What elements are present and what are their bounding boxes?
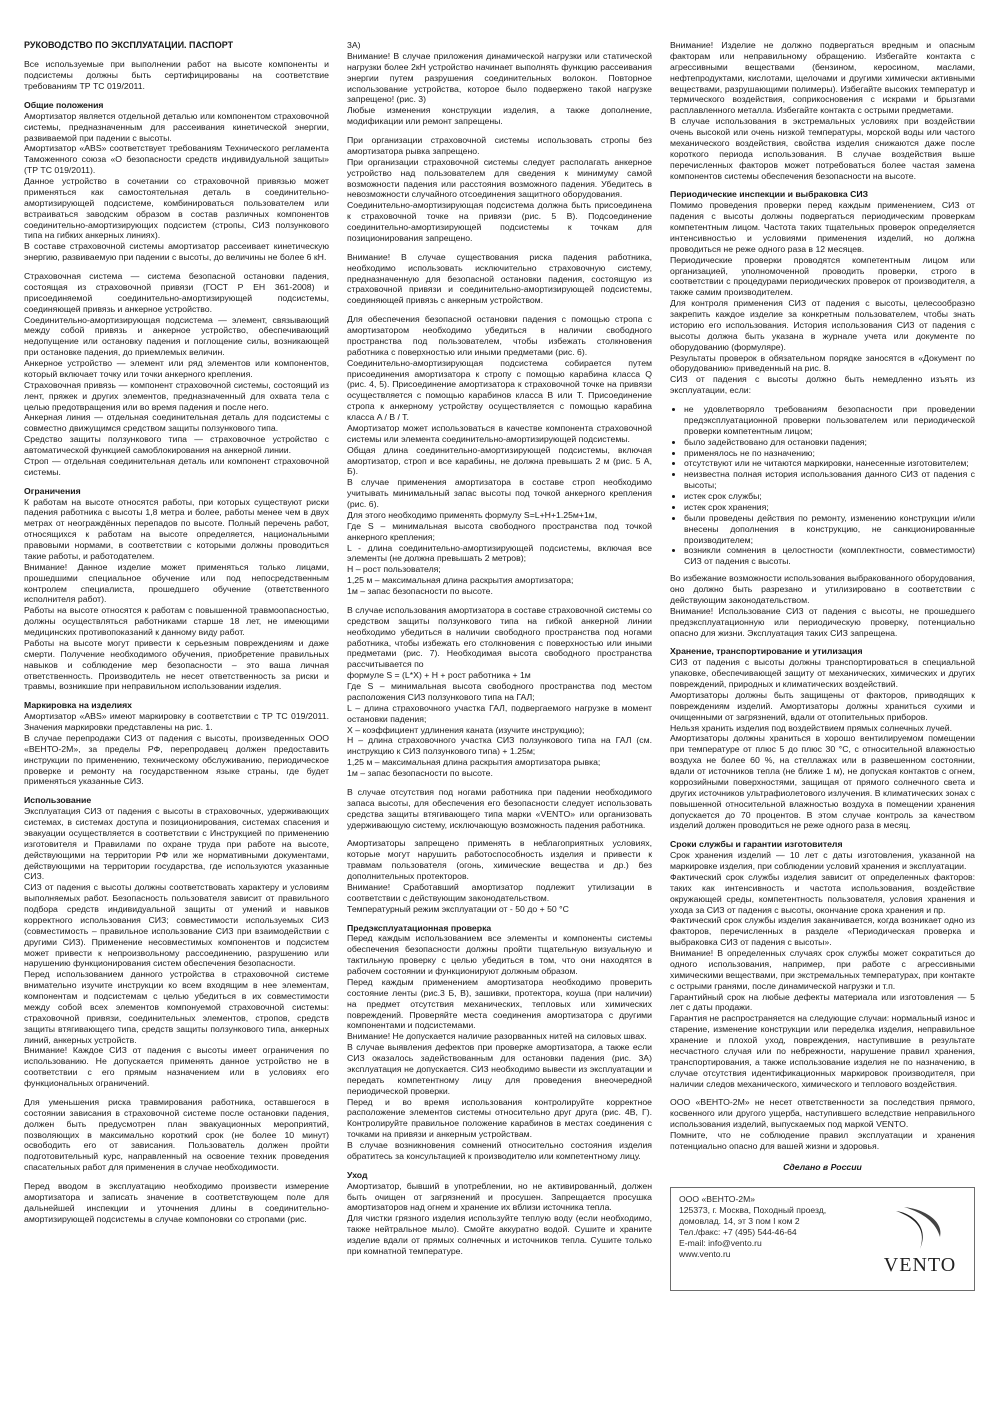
general-heading: Общие положения bbox=[24, 99, 104, 110]
address-line-1: 125373, г. Москва, Походный проезд, bbox=[679, 1204, 827, 1215]
measure-text: Перед вводом в эксплуатацию необходимо произвести измерение амортизатора и записать значение в соответствующем поле для дальнейшей инспекции и уточнения длины в соединительно-амортизирующей подсистемы в случае компоновки со стропами (рис. bbox=[24, 1181, 329, 1224]
gal-text: В случае использования амортизатора в составе страховочной системы со средством защиты ползункового типа на гибкой анкерной линии необходимо убедиться в наличии свободного пространства под ногами работника, чтобы избежать его столкновения с поверхностью или иными предметами (рис. 7). Необходимая высота свободного пространства рассчитывается по формуле S = (L*X) + H + рост работника + 1м Где S – минимальная высота свободного пространства под местом расположения СИЗ ползункового типа на ГАЛ; L – длина страховочного участка ГАЛ, подвергаемого нагрузке в момент остановки падения; X – коэффициент удлинения каната (изучите инструкцию); H – длина страховочного участка СИЗ ползункового типа на ГАЛ (см. инструкцию к СИЗ ползункового типа) + 1.25м; 1,25 м – максимальная длина раскрытия амортизатора рывка; 1м – запас безопасности по высоте. bbox=[347, 604, 652, 778]
list-item: • отсутствуют или не читаются маркировки, нанесенные изготовителем; bbox=[684, 458, 975, 469]
marking-text: Амортизатор «ABS» имеют маркировку в соответствии с ТР ТС 019/2011. Значения маркировки представлены на рис. 1. В случае перепродажи СИЗ от падения с высоты, произведенных ООО «ВЕНТО-2М», за пределы РФ, перепродавец должен предоставить инструкции по применению, техническому обслуживанию, периодическое проверке и ремонту на государственном языке страны, где будет применяться указанные СИЗ. bbox=[24, 711, 329, 787]
storage-heading: Хранение, транспортирование и утилизация bbox=[670, 646, 863, 657]
swoosh-icon bbox=[890, 1203, 950, 1253]
restrictions-text: К работам на высоте относятся работы, при которых существуют риски падения работника с высоты 1,8 метра и более, работы менее чем в двух метрах от неограждённых перепадов по высоте. Полный перечень работ, относящихся к работам на высоте определяется, национальными правовыми нормами, в соответствии с которыми должны проводиться такие работы, и работодателем. Внимание! Данное изделие может применяться только лицами, прошедшими специальное обучение или под непосредственным контролем специалиста, прошедшего обучение (ответственного исполнителя работ). Работы на высоте относятся к работам с повышенной травмоопасностью, должны осуществляться работниками старше 18 лет, не имеющими медицинских противопоказаний к данному виду работ. Работы на высоте могут привести к серьезным повреждениям и даже смерти. Получение необходимого обучения, приобретение правильных навыков и соблюдение мер безопасности – это ваша личная ответственность. Производитель не несет ответственность за риски и травмы, возникшие при неправильном использовании изделия. bbox=[24, 496, 329, 692]
marking-heading: Маркировка на изделиях bbox=[24, 700, 132, 711]
inspection-heading: Периодические инспекции и выбраковка СИЗ bbox=[670, 189, 869, 200]
slings-text: При организации страховочной системы использовать стропы без амортизатора рывка запрещено. При организации страховочной системы следует располагать анкерное устройство над пользователем для сведения к минимуму самой возможности падения или расстояния возможного падения. Убедитесь в невозможности случайного отсоединения защитного оборудования. Соединительно-амортизирующая подсистема должна быть присоединена к страховочной точке на привязи (рис. 5 В). Подсоединение соединительно-амортизирующей подсистемы к точкам для позиционирования запрещено. bbox=[347, 135, 652, 243]
care-text: Амортизатор, бывший в употреблении, но не активированный, должен быть очищен от загрязнений и просушен. Запрещается просушка амортизаторов над огнем и хранение их вблизи источника тепла. Для чистки грязного изделия используйте теплую воду (если необходимо, также нейтральное мыло). Смойте аккуратно водой. Сушите и храните изделие вдали от прямых солнечных и источников тепла. Сушите только при комнатной температуре. bbox=[347, 1180, 652, 1256]
inspection-text: Помимо проведения проверки перед каждым применением, СИЗ от падения с высоты должны подвергаться периодическим проверкам компетентным лицом. Частота таких тщательных проверок определяется интенсивностью и условиями применения изделий, но должна проводиться не реже одного раза в 12 месяцев. Периодические проверки проводятся компетентным лицом или организацией, уполномоченной проводить проверки, строго в соответствии с процедурами периодических проверок от производителя, а также самим производителем. Для контроля применения СИЗ от падения с высоты, целесообразно закрепить каждое изделие за конкретным пользователем, чтобы знать историю его использования. История использования СИЗ от падения с высоты должна быть указана в журнале учета или документе по оборудованию (формуляре). Результаты проверок в обязательном порядке заносятся в «Документ по оборудованию» приведенный на рис. 8. СИЗ от падения с высоты должно быть немедленно изъять из эксплуатации, если: bbox=[670, 200, 975, 396]
conditions-text: Амортизаторы запрещено применять в неблагоприятных условиях, которые могут нарушить работоспособность изделия и привести к травмам пользователя (огонь, химические вещества и др.) без дополнительных протекторов. Внимание! Сработавший амортизатор подлежит утилизации в соответствии с действующим законодательством. Температурный режим эксплуатации от - 50 до + 50 °С bbox=[347, 838, 652, 914]
precheck-heading: Предэксплуатационная проверка bbox=[347, 922, 492, 933]
column-2 bbox=[347, 40, 652, 1400]
storage-text: СИЗ от падения с высоты должны транспортироваться в специальной упаковке, обеспечивающей защиту от механических, химических и других повреждений, природных и климатических воздействий. Амортизаторы должны быть защищены от факторов, приводящих к повреждениям изделий. Амортизаторы должны храниться сухими и очищенными от загрязнений, вдали от отопительных приборов. Нельзя хранить изделия под воздействием прямых солнечных лучей. Амортизаторы должны храниться в хорошо вентилируемом помещении при температуре от плюс 5 до плюс 30 °С, с относительной влажностью воздуха не более 60 %, на стеллажах или в развешенном состоянии, вдали от источников тепла (не ближе 1 м), не допуская контактов с огнем, коррозийными поверхностями, защищая от прямого солнечного света и других источников ультрафиолетового излучения. В климатических зонах с повышенной относительной влажностью воздуха в помещении хранения допускается до 70 процентов. В этом случае контроль за качеством изделий должен проводиться не реже одного раза в месяц. bbox=[670, 657, 975, 831]
phone-line: Тел./факс: +7 (495) 544-46-64 bbox=[679, 1227, 797, 1238]
logo-text: VENTO bbox=[883, 1253, 957, 1276]
document-title: РУКОВОДСТВО ПО ЭКСПЛУАТАЦИИ. ПАСПОРТ bbox=[24, 40, 234, 50]
contact-box bbox=[670, 1187, 975, 1291]
restrictions-heading: Ограничения bbox=[24, 485, 81, 496]
contact-lines bbox=[679, 1194, 826, 1261]
list-item: • неизвестна полная история использования данного СИЗ от падения с высоты; bbox=[684, 469, 975, 491]
precheck-text: Перед каждым использованием все элементы и компоненты системы обеспечения безопасности должны пройти тщательную визуальную и тактильную проверку с целью убедиться в том, что они находятся в рабочем состоянии и функционируют должным образом. Перед каждым применением амортизатора необходимо проверить состояние ленты (рис.3 Б, В), зашивки, протектора, коуша (при наличии) на предмет отсутствия механических, тепловых или химических повреждений. Проверяйте места соединения амортизатора с другими компонентами и подсистемами. Внимание! Не допускается наличие разорванных нитей на силовых швах. В случае выявления дефектов при проверке амортизатора, а также если СИЗ оказалось задействованным для остановки падения (рис. 3А) эксплуатация не допускается. СИЗ необходимо вывести из эксплуатации и передать компетентному лицу для проведения внеочередной периодической проверки. Перед и во время использования контролируйте корректное расположение элементов системы относительно друг друга (рис. 4В, Г). Контролируйте правильное положение карабинов в местах соединения с точками на привязи и анкерным устройствам. В случае возникновения сомнений относительно состояния изделия обратитесь за консультацией к производителю или компетентному лицу. bbox=[347, 933, 652, 1161]
document-page bbox=[24, 40, 976, 1400]
service-life-heading: Сроки службы и гарантии изготовителя bbox=[670, 839, 843, 850]
rescue-text: Для уменьшения риска травмирования работника, оставшегося в состоянии зависания в страховочной системе после остановки падения, должен быть предусмотрен план эвакуационных мероприятий, позволяющих в максимально короткий срок (не более 10 минут) освободить его от зависания. Пользователь должен пройти подготовительный курс, направленный на освоение техник проведения спасательных работ для применения в случае необходимости. bbox=[24, 1096, 329, 1173]
list-item: • возникли сомнения в целостности (комплектности, совместимости) СИЗ от падения с высоты. bbox=[684, 545, 975, 567]
assembly-text: Для обеспечения безопасной остановки падения с помощью стропа с амортизатором необходимо убедиться в наличии свободного пространства под пользователем, чтобы избежать столкновения работника с поверхностью или иными предметами (рис. 6). Соединительно-амортизирующая подсистема собирается путем присоединения амортизатора к стропу с помощью карабина класса Q (рис. 4, 5). Присоединение амортизатора к страховочной точке на привязи осуществляется с помощью карабинов класса B или T. Присоединение стропа к анкерному устройству осуществляется с помощью карабина класса A / B / T. Амортизатор может использоваться в качестве компонента страховочной системы или элемента соединительно-амортизирующей подсистемы. Общая длина соединительно-амортизирующей подсистемы, включая амортизатор, строп и все карабины, не должна превышать 2 м (рис. 5 А, Б). В случае применения амортизатора в составе строп необходимо учитывать минимальный запас высоты под точкой анкерного крепления (рис. 6). Для этого необходимо применять формулу S=L+H+1.25м+1м, Где S – минимальная высота свободного пространства под точкой анкерного крепления; L - длина соединительно-амортизирующей подсистемы, включая все элементы (не должна превышать 2 метров); H – рост пользователя; 1,25 м – максимальная длина раскрытия амортизатора; 1м – запас безопасности по высоте. bbox=[347, 314, 652, 596]
list-item: • истек срок хранения; bbox=[684, 502, 975, 513]
email-line: E-mail: info@vento.ru bbox=[679, 1238, 762, 1249]
column-3 bbox=[670, 40, 975, 1400]
intro-text: Все используемые при выполнении работ на высоте компоненты и подсистемы должны быть сертифицированы на соответствие требованиям ТР ТС 019/2011. bbox=[24, 59, 329, 91]
list-item: • истек срок службы; bbox=[684, 491, 975, 502]
list-item: • были проведены действия по ремонту, изменению конструкции и/или внесены дополнения в конструкцию, не санкционированные производителем; bbox=[684, 513, 975, 546]
service-life-text: Срок хранения изделий — 10 лет с даты изготовления, указанной на маркировке изделия, при соблюдении условий хранения и эксплуатации. Фактический срок службы изделия зависит от определенных факторов: таких как интенсивность и частота использования, воздействие окружающей среды, компетентность пользователя, условия хранения и ухода за СИЗ от падения с высоты, окончание срока хранения и пр. Фактический срок службы изделия заканчивается, когда возникает одно из факторов, перечисленных в разделе «Периодическая проверка и выбраковка СИЗ от падения с высоты». Внимание! В определенных случаях срок службы может сократиться до одного использования, например, при работе с агрессивными химическими веществами, при экстремальных температурах, при контакте с острыми гранями, после динамической нагрузки и т.п. Гарантийный срок на любые дефекты материала или изготовления — 5 лет с даты продажи. Гарантия не распространяется на следующие случаи: нормальный износ и старение, изменение конструкции или переделка изделия, неправильное хранение и плохой уход, повреждения, наступившие в результате несчастного случая или по небрежности, нарушение правил хранения, транспортирования, а также использование изделия не по назначению, в случае отсутствия идентификационных маркировок производителя, при наличии следов механического, химического и теплового воздействия. bbox=[670, 850, 975, 1089]
inspection-after-text: Во избежание возможности использования выбракованного оборудования, оно должно быть разрезано и утилизировано в соответствии с действующим законодательством. Внимание! Использование СИЗ от падения с высоты, не прошедшего предэксплуатационную или периодическую проверку, потенциально опасно для жизни. Эксплуатация таких СИЗ запрещена. bbox=[670, 573, 975, 638]
warning-text: Внимание! Изделие не должно подвергаться вредным и опасным факторам или неправильному обращению. Избегайте контакта с агрессивными веществами (бензином, керосином, маслами, нефтепродуктами, кислотами, щелочами и другими химически активными веществами, разрушающими полимеры). Избегайте высоких температур и термического воздействия, соприкосновения с искрами и брызгами расплавленного металла. Избегайте контакта с острыми предметами. В случае использования в экстремальных условиях при воздействии очень высокой или очень низкой температуры, морской воды или частого механического воздействия, свойства изделия снижаются даже после короткого периода использования. В случае воздействия выше перечисленных факторов может потребоваться более частая замена компонентов системы обеспечения безопасности на высоте. bbox=[670, 40, 975, 181]
withdrawal-list bbox=[670, 404, 975, 567]
vento-logo bbox=[874, 1194, 966, 1278]
usage-text: Эксплуатация СИЗ от падения с высоты в страховочных, удерживающих системах, в системах доступа и позиционирования, системах спасения и эвакуации осуществляется в соответствии с Инструкцией по применению изготовителя и Правилами по охране труда при работе на высоте, действующими на территории РФ или же нормативными документами, действующими на территории государства, где используются указанные СИЗ. СИЗ от падения с высоты должны соответствовать характеру и условиям выполняемых работ. Безопасность пользователя зависит от правильного подбора средств индивидуальной защиты от умений и навыков корректного использования СИЗ; совместимости используемых СИЗ (совместимость – правильное использование СИЗ при взаимодействии с другими СИЗ). Применение несовместимых компонентов и подсистем может привести к непроизвольному рассоединению, разрушению или нарушению функционирования систем обеспечения безопасности. Перед использованием данного устройства в страховочной системе внимательно изучите инструкции ко всем входящим в нее элементам, компонентам и подсистемам с целью убедиться в их совместимости между собой всех элементов компонуемой страховочной системы: страховочной привязи, соединительных элементов, стропов, средств защиты втягивающего типа, средств защиты ползункового типа, анкерных линий, анкерных устройств. Внимание! Каждое СИЗ от падения с высоты имеет ограничения по использованию. Не допускается применять данное устройство не в соответствии с его прямым назначением или в условиях его функциональных ограничений. bbox=[24, 806, 329, 1088]
list-item: • не удовлетворяло требованиям безопасности при проведении предэксплуатационной проверки пользователем или периодической проверки компетентным лицом; bbox=[684, 404, 975, 437]
definitions-text: Страховочная система — система безопасной остановки падения, состоящая из страховочной привязи (ГОСТ Р ЕН 361-2008) и присоединяемой соединительно-амортизирующей подсистемы, соединяющей привязь и анкерное устройство. Соединительно-амортизирующая подсистема — элемент, связывающий между собой привязь и анкерное устройство, обеспечивающий недопущение или остановку падения и поглощение силы, возникающей при остановке падения, до приемлемых величин. Анкерное устройство — элемент или ряд элементов или компонентов, который включает точку или точки анкерного крепления. Страховочная привязь — компонент страховочной системы, состоящий из лент, пряжек и других элементов, предназначенный для охвата тела с целью предотвращения или во время падения и после него. Анкерная линия — отдельная соединительная деталь для подсистемы с совместно движущимся средством защиты ползункового типа. Средство защиты ползункового типа — страховочное устройство с автоматической функцией самоблокирования на анкерной линии. Строп — отдельная соединительная деталь или компонент страховочной системы. bbox=[24, 271, 329, 477]
company-name: ООО «ВЕНТО-2М» bbox=[679, 1193, 756, 1204]
care-heading: Уход bbox=[347, 1169, 368, 1180]
list-item: • было задействовано для остановки падения; bbox=[684, 437, 975, 448]
liability-text: ООО «ВЕНТО-2М» не несет ответственности за последствия прямого, косвенного или другого ущерба, наступившего вследствие неправильного использования изделий, выпускаемых под маркой VENTO. Помните, что не соблюдение правил эксплуатации и хранения потенциально опасно для вашей жизни и здоровья. bbox=[670, 1097, 975, 1151]
risk-warning-text: Внимание! В случае существования риска падения работника, необходимо использовать исключительно страховочную систему, предназначенную для безопасной остановки падения, состоящую из страховочной привязи и соединительно-амортизирующей подсистемы, соединяющей привязь с анкерным устройством. bbox=[347, 251, 652, 306]
continuation-text: 3А) Внимание! В случае приложения динамической нагрузки или статической нагрузки более 2кН устройство начинает выполнять функцию рассеивания энергии путем разрушения соединительных волокон. Повторное использование устройства, которое было подвержено такой нагрузке запрещено! (рис. 3) Любые изменения конструкции изделия, а также дополнение, модификации или ремонт запрещены. bbox=[347, 40, 652, 127]
usage-heading: Использование bbox=[24, 795, 92, 806]
general-text: Амортизатор является отдельной деталью или компонентом страховочной системы, предназначенным для рассеивания кинетической энергии, развиваемой при падении с высоты. Амортизатор «ABS» соответствует требованиям Технического регламента Таможенного союза «О безопасности средств индивидуальной защиты» (ТР ТС 019/2011). Данное устройство в сочетании со страховочной привязью может применяться как самостоятельная деталь в соединительно-амортизирующей подсистеме, комбинироваться пользователем или встраиваться заводским образом в состав различных компонентов соединительно-амортизирующих подсистем (стропы, СИЗ ползункового типа на гибких анкерных линиях). В составе страховочной системы амортизатор рассеивает кинетическую энергию, развиваемую при падении с высоты, до величины не более 6 кН. bbox=[24, 110, 329, 263]
address-line-2: домовлад. 14, эт 3 пом I ком 2 bbox=[679, 1215, 800, 1226]
column-1 bbox=[24, 40, 329, 1400]
list-item: • применялось не по назначению; bbox=[684, 448, 975, 459]
website-line: www.vento.ru bbox=[679, 1249, 731, 1260]
no-space-text: В случае отсутствия под ногами работника при падении необходимого запаса высоты, для обеспечения его безопасности следует использовать средства защиты втягивающего типа марки «VENTO» или организовать удерживающую систему, исключающую возможность падения работника. bbox=[347, 786, 652, 830]
made-in-russia: Сделано в России bbox=[783, 1161, 862, 1172]
